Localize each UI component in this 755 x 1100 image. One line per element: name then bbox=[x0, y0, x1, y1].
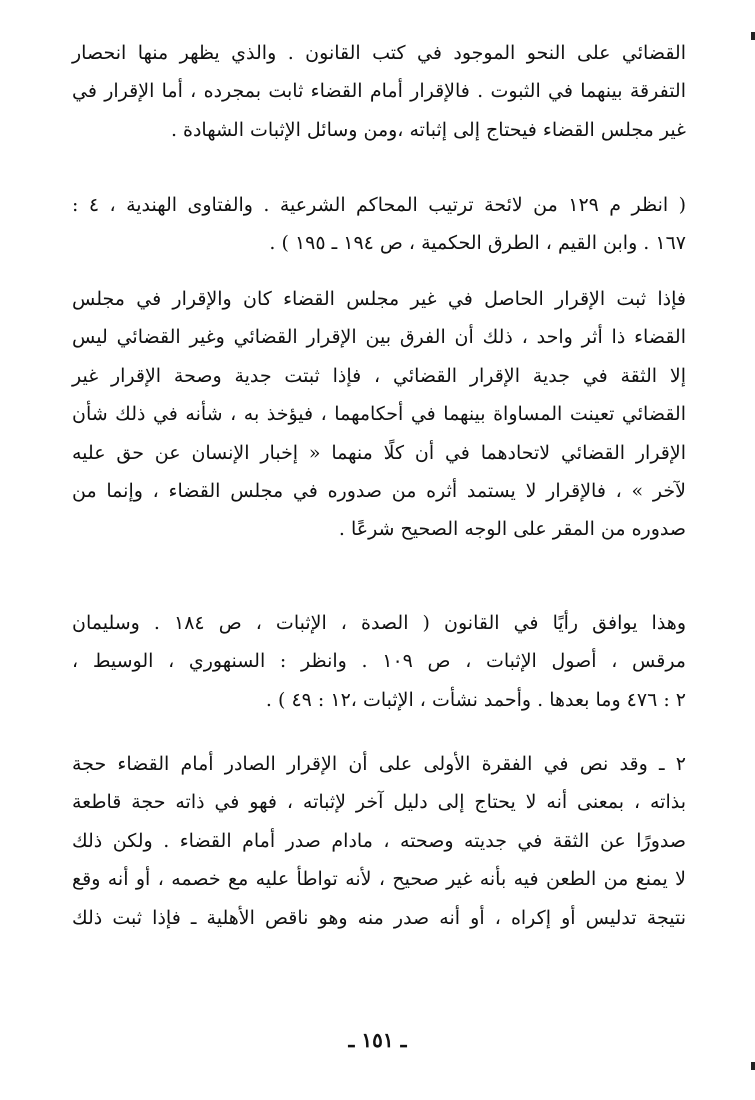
scan-edge-mark bbox=[751, 1062, 755, 1070]
text-line: لا يمنع من الطعن فيه بأنه غير صحيح ، لأنه تواطأ عليه مع خصمه ، أو أنه وقع bbox=[72, 868, 686, 891]
paragraph-2 bbox=[72, 280, 686, 549]
text-line: القضائي تعينت المساواة بينهما في أحكامهما ، فيؤخذ به ، شأنه في ذلك شأن bbox=[72, 403, 686, 426]
text-line: صدوره من المقر على الوجه الصحيح شرعًا . bbox=[338, 518, 686, 541]
text-line: ١٦٧ . وابن القيم ، الطرق الحكمية ، ص ١٩٤ ـ ١٩٥ ) . bbox=[269, 232, 686, 255]
text-line: ٢ ـ وقد نص في الفقرة الأولى على أن الإقرار الصادر أمام القضاء حجة bbox=[72, 753, 686, 775]
page-number: ـ ١٥١ ـ bbox=[348, 1028, 407, 1052]
paragraph-1 bbox=[72, 34, 686, 149]
text-line: مرقس ، أصول الإثبات ، ص ١٠٩ . وانظر : السنهوري ، الوسيط ، bbox=[72, 650, 686, 673]
text-line: غير مجلس القضاء فيحتاج إلى إثباته ،ومن وسائل الإثبات الشهادة . bbox=[170, 118, 686, 141]
text-line: إلا الثقة في جدية الإقرار القضائي ، فإذا ثبتت جدية وصحة الإقرار غير bbox=[72, 364, 686, 387]
text-line: الإقرار القضائي لاتحادهما في أن كلًا منهما « إخبار الإنسان عن حق عليه bbox=[72, 441, 686, 464]
reference-note-1 bbox=[72, 186, 686, 263]
text-line: ٢ : ٤٧٦ وما بعدها . وأحمد نشأت ، الإثبات ،١٢ : ٤٩ ) . bbox=[265, 688, 686, 711]
reference-note-2 bbox=[72, 604, 686, 719]
text-line: نتيجة تدليس أو إكراه ، أو أنه صدر منه وهو ناقص الأهلية ـ فإذا ثبت ذلك bbox=[72, 906, 686, 929]
text-line: القضاء ذا أثر واحد ، ذلك أن الفرق بين الإقرار القضائي وغير القضائي ليس bbox=[72, 326, 686, 349]
text-line: فإذا ثبت الإقرار الحاصل في غير مجلس القضاء كان والإقرار في مجلس bbox=[72, 288, 686, 310]
text-line: صدورًا عن الثقة في جديته وصحته ، مادام صدر أمام القضاء . ولكن ذلك bbox=[72, 829, 686, 852]
text-line: لآخر » ، فالإقرار لا يستمد أثره من صدوره في مجلس القضاء ، وإنما من bbox=[72, 480, 686, 503]
text-line: التفرقة بينهما في الثبوت . فالإقرار أمام القضاء ثابت بمجرده ، أما الإقرار في bbox=[72, 80, 686, 103]
paragraph-3 bbox=[72, 745, 686, 937]
text-line: وهذا يوافق رأيًا في القانون ( الصدة ، الإثبات ، ص ١٨٤ . وسليمان bbox=[72, 612, 686, 634]
text-line: بذاته ، بمعنى أنه لا يحتاج إلى دليل آخر لإثباته ، فهو في ذاته حجة قاطعة bbox=[72, 791, 686, 814]
scan-edge-mark bbox=[751, 32, 755, 40]
text-line: القضائي على النحو الموجود في كتب القانون . والذي يظهر منها انحصار bbox=[72, 42, 686, 64]
text-line: ( انظر م ١٢٩ من لائحة ترتيب المحاكم الشرعية . والفتاوى الهندية ، ٤ : bbox=[72, 194, 686, 216]
